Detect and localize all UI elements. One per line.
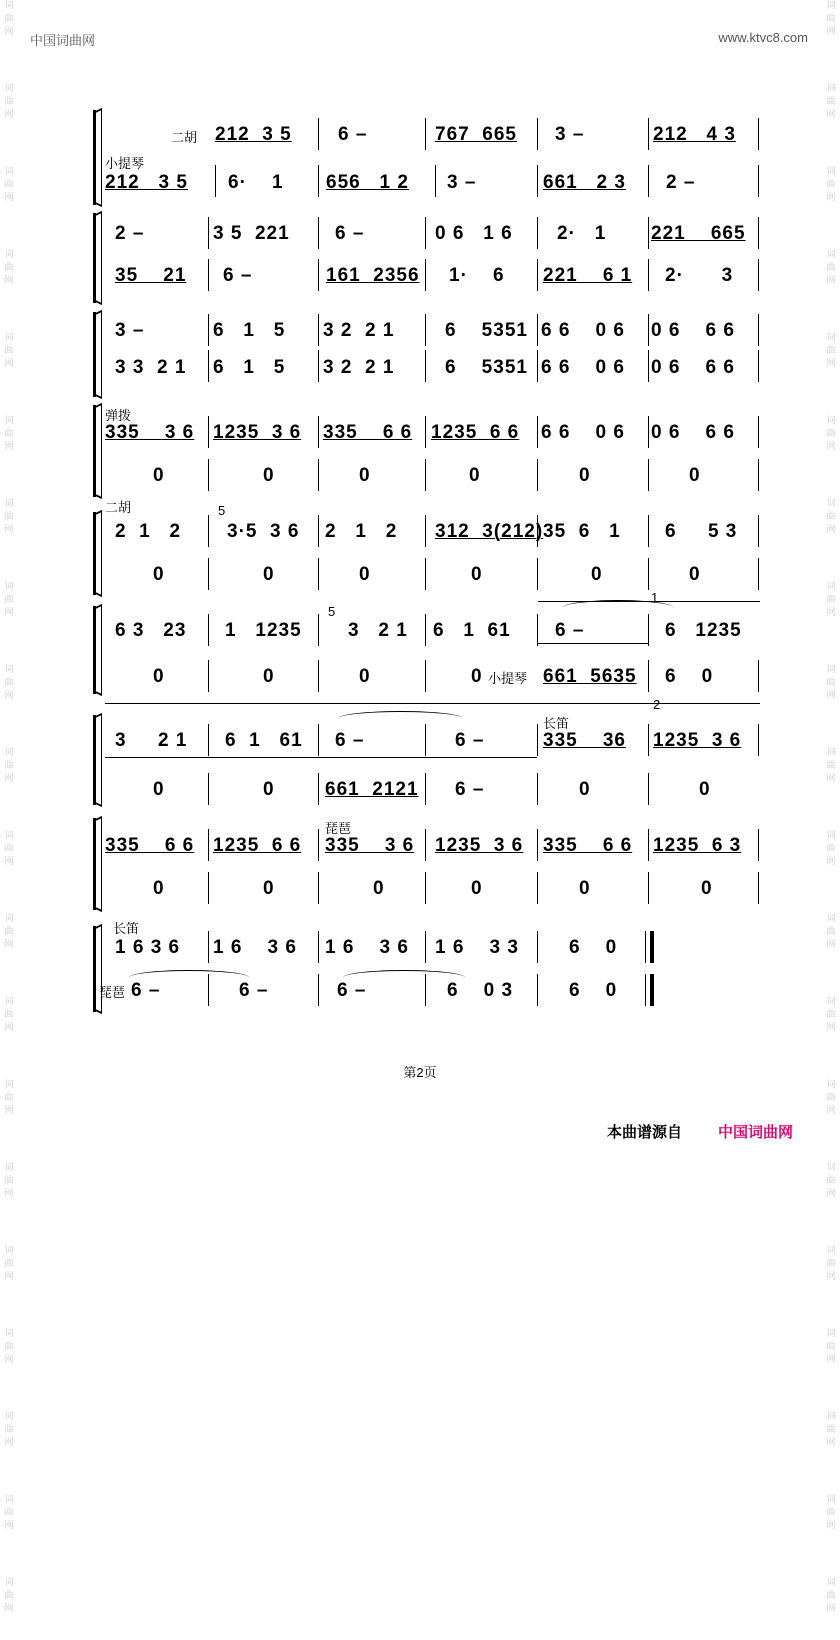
note-cell: 661 2 3: [543, 172, 626, 193]
note-cell: 661 5635: [543, 666, 637, 687]
watermark-glyph: 曲: [826, 1341, 836, 1351]
watermark-glyph: 词: [826, 1079, 836, 1089]
note-cell: 6 –: [455, 779, 485, 800]
grace-note: 5: [218, 503, 226, 518]
watermark-glyph: 网: [826, 1188, 836, 1198]
note-cell: 212 3 5: [105, 172, 188, 193]
note-cell: 6 6 0 6: [541, 357, 625, 378]
score-system-7: [93, 697, 763, 808]
watermark-gap: [824, 288, 838, 312]
watermark-glyph: 词: [826, 1494, 836, 1504]
score-system-4: [93, 405, 763, 497]
watermark-glyph: 词: [4, 166, 14, 176]
watermark-glyph: 曲: [4, 428, 14, 438]
watermark-glyph: 网: [4, 1354, 14, 1364]
watermark-glyph: 曲: [4, 345, 14, 355]
note-cell: 0: [579, 878, 591, 899]
watermark-gap: [824, 122, 838, 146]
note-cell: 335 6 6: [323, 422, 413, 443]
watermark-gap: [2, 122, 16, 146]
note-cell: 0: [689, 465, 701, 486]
watermark-glyph: 曲: [4, 179, 14, 189]
watermark-gap: [2, 786, 16, 810]
page-number: 第2页: [403, 1065, 437, 1080]
note-cell: 6 3 23: [115, 620, 187, 641]
watermark-glyph: 词: [4, 0, 14, 10]
note-cell: 6 –: [223, 265, 253, 286]
note-cell: 6 –: [239, 980, 269, 1001]
note-cell: 6 –: [555, 620, 585, 641]
note-cell: 212 4 3: [653, 124, 736, 145]
watermark-glyph: 网: [826, 358, 836, 368]
watermark-glyph: 网: [4, 1105, 14, 1115]
note-cell: 6 –: [455, 730, 485, 751]
watermark-glyph: 曲: [826, 428, 836, 438]
watermark-glyph: 网: [4, 441, 14, 451]
watermark-glyph: 词: [4, 1245, 14, 1255]
watermark-glyph: 网: [826, 1354, 836, 1364]
note-cell: 2· 1: [557, 223, 607, 244]
note-cell: 1 6 3 6: [213, 937, 297, 958]
note-cell: 0: [153, 666, 165, 687]
watermark-glyph: 词: [826, 1577, 836, 1587]
watermark-gap: [2, 39, 16, 63]
watermark-glyph: 词: [826, 913, 836, 923]
note-cell: 312 3(212): [435, 521, 544, 542]
watermark-glyph: 词: [4, 581, 14, 591]
watermark-glyph: 网: [826, 275, 836, 285]
note-cell: 35 21: [115, 265, 187, 286]
note-cell: 3·5 3 6: [227, 521, 300, 542]
watermark-gap: [824, 1035, 838, 1059]
watermark-glyph: 曲: [826, 594, 836, 604]
watermark-glyph: 曲: [4, 1507, 14, 1517]
watermark-glyph: 曲: [826, 843, 836, 853]
source-site-link[interactable]: 中国词曲网: [718, 1124, 794, 1141]
note-cell: 0: [359, 666, 371, 687]
note-cell: 6 0: [569, 980, 618, 1001]
watermark-glyph: 网: [4, 690, 14, 700]
instrument-label-pipa-2: 琵琶: [99, 985, 126, 1000]
note-cell: 6 6 0 6: [541, 422, 625, 443]
score-system-9: [93, 918, 763, 1013]
watermark-glyph: 网: [826, 607, 836, 617]
note-cell: 2 1 2: [325, 521, 398, 542]
instrument-label-cello: 小提琴: [105, 156, 145, 171]
score-system-8: [93, 818, 763, 913]
note-cell: 0: [689, 564, 701, 585]
note-cell: 221 6 1: [543, 265, 633, 286]
note-cell: 661 2121: [325, 779, 419, 800]
watermark-glyph: 词: [826, 83, 836, 93]
watermark-glyph: 网: [4, 1022, 14, 1032]
watermark-gap: [824, 1118, 838, 1142]
instrument-label-erhu: 二胡: [171, 130, 198, 145]
note-cell: 0: [153, 878, 165, 899]
source-label: 本曲谱源自: [607, 1124, 683, 1141]
note-cell: 1 6 3 3: [435, 937, 519, 958]
note-cell: 1235 6 3: [653, 835, 742, 856]
note-cell: 0: [153, 465, 165, 486]
watermark-glyph: 网: [4, 607, 14, 617]
watermark-glyph: 曲: [4, 1424, 14, 1434]
note-cell: 0: [263, 666, 275, 687]
note-cell: 3 2 1: [115, 730, 188, 751]
watermark-gap: [2, 1118, 16, 1142]
note-cell: 6 –: [335, 730, 365, 751]
note-cell: 335 3 6: [105, 422, 195, 443]
watermark-glyph: 曲: [826, 1507, 836, 1517]
watermark-glyph: 词: [4, 1494, 14, 1504]
watermark-glyph: 词: [826, 1411, 836, 1421]
watermark-glyph: 网: [826, 1105, 836, 1115]
watermark-glyph: 词: [826, 996, 836, 1006]
watermark-glyph: 网: [4, 1271, 14, 1281]
note-cell: 3 –: [115, 320, 145, 341]
watermark-gap: [824, 952, 838, 976]
watermark-glyph: 词: [826, 747, 836, 757]
watermark-glyph: 曲: [826, 1092, 836, 1102]
watermark-gap: [2, 952, 16, 976]
instrument-label-flute-2: 长笛: [113, 921, 140, 936]
watermark-gap: [824, 1367, 838, 1391]
watermark-glyph: 词: [826, 1328, 836, 1338]
note-cell: 1235 3 6: [213, 422, 302, 443]
note-cell: 0: [263, 779, 275, 800]
watermark-glyph: 网: [4, 275, 14, 285]
note-cell: 0: [153, 779, 165, 800]
note-cell: 0: [579, 465, 591, 486]
watermark-gap: [2, 1201, 16, 1225]
watermark-glyph: 词: [826, 1162, 836, 1172]
watermark-right: [824, 0, 838, 1613]
watermark-glyph: 曲: [826, 179, 836, 189]
note-cell: 3 –: [447, 172, 477, 193]
watermark-gap: [2, 371, 16, 395]
watermark-glyph: 网: [4, 192, 14, 202]
watermark-glyph: 词: [4, 1577, 14, 1587]
grace-note: 5: [328, 604, 336, 619]
watermark-glyph: 网: [4, 856, 14, 866]
note-cell: 6 0: [665, 666, 714, 687]
watermark-glyph: 词: [826, 1245, 836, 1255]
watermark-glyph: 网: [826, 1437, 836, 1447]
note-cell: 0: [263, 564, 275, 585]
watermark-gap: [824, 1616, 838, 1640]
watermark-glyph: 词: [826, 664, 836, 674]
watermark-glyph: 网: [826, 26, 836, 36]
watermark-gap: [2, 1616, 16, 1640]
watermark-gap: [824, 205, 838, 229]
watermark-glyph: 网: [826, 1520, 836, 1530]
note-cell: 0: [153, 564, 165, 585]
note-cell: 6 1 5: [213, 320, 286, 341]
watermark-glyph: 词: [4, 249, 14, 259]
watermark-glyph: 网: [826, 773, 836, 783]
watermark-glyph: 曲: [4, 13, 14, 23]
watermark-glyph: 曲: [4, 926, 14, 936]
note-cell: 335 36: [543, 730, 626, 751]
watermark-glyph: 词: [4, 1079, 14, 1089]
watermark-glyph: 词: [4, 1328, 14, 1338]
note-cell: 212 3 5: [215, 124, 292, 145]
watermark-glyph: 网: [4, 109, 14, 119]
note-cell: 6 1 61: [225, 730, 303, 751]
note-cell: 0: [699, 779, 711, 800]
note-cell: 0: [263, 878, 275, 899]
watermark-glyph: 曲: [4, 677, 14, 687]
note-cell: 0: [471, 666, 483, 687]
note-cell: 0: [579, 779, 591, 800]
watermark-glyph: 网: [4, 524, 14, 534]
watermark-glyph: 网: [4, 1188, 14, 1198]
watermark-glyph: 曲: [4, 262, 14, 272]
site-url: www.ktvc8.com: [718, 30, 808, 45]
watermark-glyph: 曲: [826, 1424, 836, 1434]
note-cell: 0: [469, 465, 481, 486]
watermark-glyph: 曲: [4, 96, 14, 106]
note-cell: 6 0 3: [447, 980, 514, 1001]
note-cell: 335 3 6: [325, 835, 415, 856]
watermark-left: [2, 0, 16, 1613]
note-cell: 6· 1: [228, 172, 284, 193]
watermark-gap: [824, 371, 838, 395]
watermark-glyph: 曲: [826, 96, 836, 106]
watermark-gap: [2, 288, 16, 312]
note-cell: 0 6 1 6: [435, 223, 513, 244]
note-cell: 767 665: [435, 124, 517, 145]
note-cell: 0 6 6 6: [651, 320, 735, 341]
watermark-glyph: 词: [826, 498, 836, 508]
watermark-gap: [824, 703, 838, 727]
watermark-glyph: 曲: [826, 926, 836, 936]
watermark-glyph: 词: [826, 166, 836, 176]
watermark-glyph: 网: [4, 1603, 14, 1613]
watermark-glyph: 网: [4, 26, 14, 36]
note-cell: 3 5 221: [213, 223, 290, 244]
watermark-glyph: 词: [4, 498, 14, 508]
watermark-glyph: 曲: [4, 1258, 14, 1268]
watermark-glyph: 词: [4, 415, 14, 425]
site-name-left: 中国词曲网: [30, 33, 96, 48]
watermark-gap: [2, 454, 16, 478]
note-cell: 6 5351: [445, 320, 528, 341]
instrument-label-flute: 长笛: [543, 716, 570, 731]
watermark-glyph: 词: [826, 830, 836, 840]
watermark-glyph: 网: [826, 939, 836, 949]
watermark-glyph: 曲: [826, 1009, 836, 1019]
watermark-glyph: 曲: [826, 511, 836, 521]
watermark-glyph: 网: [826, 1603, 836, 1613]
watermark-glyph: 词: [4, 1411, 14, 1421]
watermark-gap: [824, 454, 838, 478]
watermark-glyph: 曲: [826, 1258, 836, 1268]
watermark-glyph: 网: [826, 192, 836, 202]
watermark-glyph: 曲: [4, 511, 14, 521]
note-cell: 2 –: [115, 223, 145, 244]
note-cell: 6 5351: [445, 357, 528, 378]
instrument-label-pipa: 琵琶: [325, 821, 352, 836]
note-cell: 0: [471, 564, 483, 585]
watermark-glyph: 曲: [4, 594, 14, 604]
watermark-glyph: 曲: [826, 1175, 836, 1185]
note-cell: 6 –: [335, 223, 365, 244]
watermark-glyph: 曲: [826, 760, 836, 770]
note-cell: 0 6 6 6: [651, 357, 735, 378]
watermark-glyph: 网: [826, 856, 836, 866]
watermark-glyph: 网: [826, 690, 836, 700]
note-cell: 0: [701, 878, 713, 899]
watermark-gap: [824, 537, 838, 561]
note-cell: 656 1 2: [326, 172, 409, 193]
instrument-label-erhu-2: 二胡: [105, 500, 132, 515]
note-cell: 2· 3: [665, 265, 734, 286]
watermark-gap: [824, 620, 838, 644]
watermark-glyph: 词: [826, 0, 836, 10]
watermark-glyph: 词: [4, 83, 14, 93]
note-cell: 6 –: [338, 124, 368, 145]
watermark-glyph: 网: [4, 1437, 14, 1447]
watermark-glyph: 词: [4, 1162, 14, 1172]
watermark-glyph: 曲: [4, 1175, 14, 1185]
watermark-gap: [824, 39, 838, 63]
note-cell: 335 6 6: [543, 835, 633, 856]
note-cell: 6 1235: [665, 620, 742, 641]
watermark-gap: [2, 1533, 16, 1557]
note-cell: 1 6 3 6: [115, 937, 181, 958]
watermark-glyph: 网: [826, 109, 836, 119]
watermark-glyph: 词: [826, 581, 836, 591]
note-cell: 6 –: [131, 980, 161, 1001]
watermark-glyph: 网: [4, 773, 14, 783]
watermark-gap: [2, 1284, 16, 1308]
watermark-gap: [2, 869, 16, 893]
note-cell: 3 2 2 1: [323, 357, 395, 378]
note-cell: 0: [263, 465, 275, 486]
note-cell: 1235 6 6: [213, 835, 302, 856]
volta-number: 2: [653, 697, 661, 712]
watermark-glyph: 词: [4, 747, 14, 757]
watermark-glyph: 词: [4, 830, 14, 840]
watermark-gap: [2, 703, 16, 727]
watermark-gap: [824, 1450, 838, 1474]
score-system-6: [93, 590, 763, 698]
watermark-glyph: 词: [4, 664, 14, 674]
watermark-glyph: 网: [826, 524, 836, 534]
watermark-gap: [824, 869, 838, 893]
watermark-gap: [2, 1035, 16, 1059]
watermark-gap: [824, 1201, 838, 1225]
instrument-label-pluck: 弹拨: [105, 408, 132, 423]
note-cell: 35 6 1: [543, 521, 621, 542]
watermark-gap: [824, 1284, 838, 1308]
watermark-glyph: 词: [4, 332, 14, 342]
note-cell: 335 6 6: [105, 835, 195, 856]
watermark-glyph: 曲: [826, 262, 836, 272]
watermark-glyph: 曲: [826, 677, 836, 687]
watermark-glyph: 网: [826, 441, 836, 451]
note-cell: 6 5 3: [665, 521, 738, 542]
watermark-glyph: 网: [826, 1271, 836, 1281]
watermark-glyph: 词: [4, 996, 14, 1006]
watermark-glyph: 曲: [4, 1092, 14, 1102]
note-cell: 3 2 2 1: [323, 320, 395, 341]
watermark-glyph: 词: [826, 415, 836, 425]
watermark-gap: [824, 1533, 838, 1557]
note-cell: 1 1235: [225, 620, 302, 641]
watermark-glyph: 网: [4, 939, 14, 949]
watermark-gap: [2, 205, 16, 229]
watermark-glyph: 曲: [826, 1590, 836, 1600]
watermark-gap: [2, 1450, 16, 1474]
note-cell: 0: [591, 564, 603, 585]
note-cell: 2 1 2: [115, 521, 182, 542]
instrument-label-cello-2: 小提琴: [488, 671, 528, 686]
watermark-gap: [2, 1367, 16, 1391]
watermark-glyph: 曲: [4, 1009, 14, 1019]
note-cell: 1· 6: [449, 265, 505, 286]
note-cell: 0: [359, 465, 371, 486]
note-cell: 0: [373, 878, 385, 899]
note-cell: 3 3 2 1: [115, 357, 187, 378]
watermark-gap: [2, 620, 16, 644]
watermark-glyph: 词: [4, 913, 14, 923]
note-cell: 1235 3 6: [435, 835, 524, 856]
watermark-glyph: 曲: [4, 760, 14, 770]
note-cell: 161 2356: [326, 265, 420, 286]
note-cell: 0: [471, 878, 483, 899]
watermark-gap: [2, 537, 16, 561]
watermark-glyph: 曲: [4, 843, 14, 853]
note-cell: 0 6 6 6: [651, 422, 735, 443]
watermark-glyph: 词: [826, 332, 836, 342]
note-cell: 6 –: [337, 980, 367, 1001]
note-cell: 6 6 0 6: [541, 320, 625, 341]
watermark-glyph: 网: [826, 1022, 836, 1032]
note-cell: 1235 3 6: [653, 730, 742, 751]
score-system-3: [93, 312, 763, 397]
watermark-glyph: 网: [4, 358, 14, 368]
note-cell: 6 1 61: [433, 620, 511, 641]
watermark-glyph: 曲: [826, 345, 836, 355]
score-system-2: [93, 213, 763, 303]
note-cell: 0: [359, 564, 371, 585]
note-cell: 3 –: [555, 124, 585, 145]
watermark-glyph: 曲: [826, 13, 836, 23]
watermark-gap: [824, 786, 838, 810]
score-system-5: [93, 497, 763, 595]
watermark-glyph: 曲: [4, 1341, 14, 1351]
note-cell: 1235 6 6: [431, 422, 520, 443]
watermark-glyph: 词: [826, 249, 836, 259]
volta-number: 1: [651, 590, 659, 605]
note-cell: 1 6 3 6: [325, 937, 409, 958]
note-cell: 2 –: [666, 172, 696, 193]
note-cell: 6 1 5: [213, 357, 286, 378]
note-cell: 3 2 1: [348, 620, 408, 641]
note-cell: 221 665: [651, 223, 746, 244]
score-system-1: [93, 110, 763, 205]
watermark-glyph: 网: [4, 1520, 14, 1530]
note-cell: 6 0: [569, 937, 618, 958]
watermark-glyph: 曲: [4, 1590, 14, 1600]
